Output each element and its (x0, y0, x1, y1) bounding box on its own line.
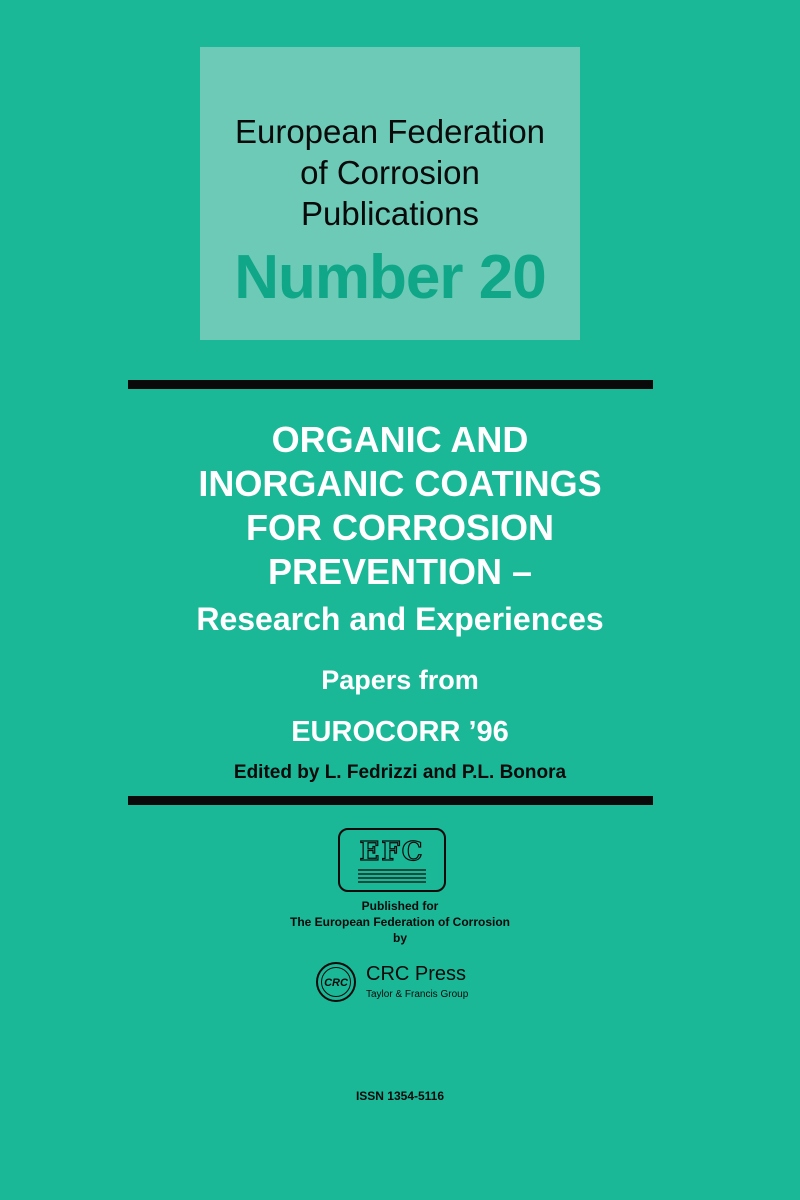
series-number: Number 20 (234, 243, 546, 312)
series-box (200, 47, 580, 340)
book-subtitle: Research and Experiences (196, 601, 604, 637)
publisher-group: Taylor & Francis Group (366, 989, 469, 1000)
papers-from-label: Papers from (321, 665, 479, 695)
crc-logo-letters: CRC (324, 977, 348, 989)
efc-logo (336, 826, 448, 894)
issn-number: ISSN 1354-5116 (355, 1089, 445, 1103)
bottom-divider (128, 796, 653, 805)
top-divider (128, 380, 653, 389)
series-title: European Federation of Corrosion Publications (234, 113, 546, 232)
publisher-name: CRC Press (366, 963, 467, 985)
editors-line: Edited by L. Fedrizzi and P.L. Bonora (233, 762, 567, 783)
crc-press-logo (314, 960, 358, 1004)
efc-logo-letters: EFC (359, 837, 425, 867)
book-title: ORGANIC AND INORGANIC COATINGS FOR CORROSION PREVENTION – (198, 419, 602, 592)
published-for-text: Published for The European Federation of Corrosion by (289, 899, 510, 945)
conference-name: EUROCORR ’96 (291, 716, 509, 748)
